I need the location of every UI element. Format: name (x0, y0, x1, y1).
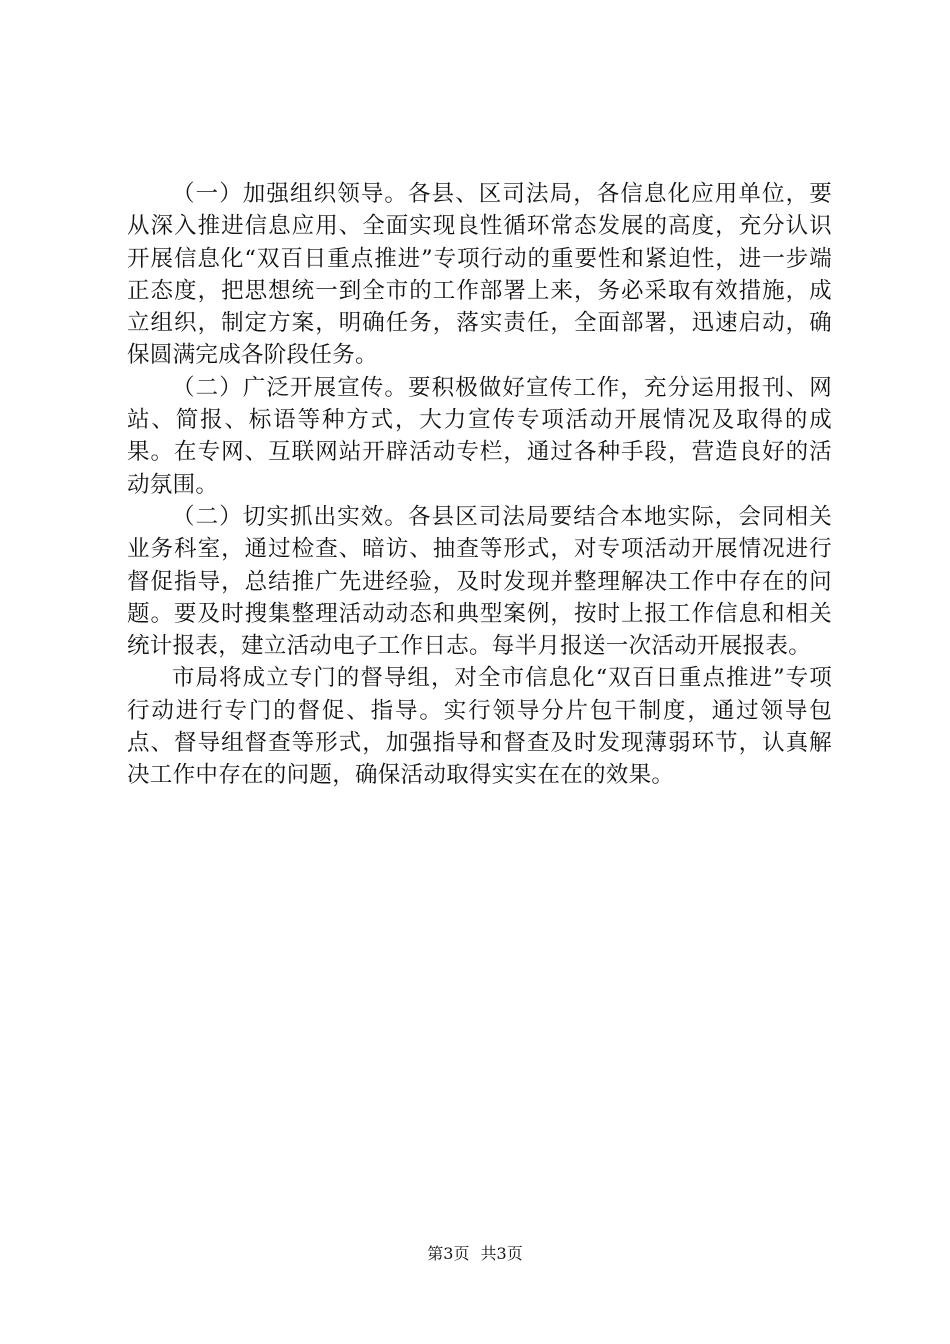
paragraph-supervision: 市局将成立专门的督导组，对全市信息化“双百日重点推进”专项行动进行专门的督促、指导。实行领导分片包干制度，通过领导包点、督导组督查等形式，加强指导和督查及时发现薄弱环节，认真解决工作中存在的问题，确保活动取得实实在在的效果。 (127, 665, 832, 789)
paragraph-publicity: （二）广泛开展宣传。要积极做好宣传工作，充分运用报刊、网站、简报、标语等种方式，大力宣传专项活动开展情况及取得的成果。在专网、互联网站开辟活动专栏，通过各种手段，营造良好的活动氛围。 (127, 374, 832, 498)
page-footer (0, 1243, 950, 1265)
document-body (127, 178, 832, 792)
page-number-current: 第3页 (427, 1244, 470, 1263)
paragraph-strengthen-leadership: （一）加强组织领导。各县、区司法局，各信息化应用单位，要从深入推进信息应用、全面实现良性循环常态发展的高度，充分认识开展信息化“双百日重点推进”专项行动的重要性和紧迫性，进一步端正态度，把思想统一到全市的工作部署上来，务必采取有效措施，成立组织，制定方案，明确任务，落实责任，全面部署，迅速启动，确保圆满完成各阶段任务。 (127, 181, 832, 369)
paragraph-effectiveness: （二）切实抓出实效。各县区司法局要结合本地实际，会同相关业务科室，通过检查、暗访、抽查等形式，对专项活动开展情况进行督促指导，总结推广先进经验，及时发现并整理解决工作中存在的问题。要及时搜集整理活动动态和典型案例，按时上报工作信息和相关统计报表，建立活动电子工作日志。每半月报送一次活动开展报表。 (127, 503, 832, 660)
page-number-total: 共3页 (480, 1244, 523, 1263)
